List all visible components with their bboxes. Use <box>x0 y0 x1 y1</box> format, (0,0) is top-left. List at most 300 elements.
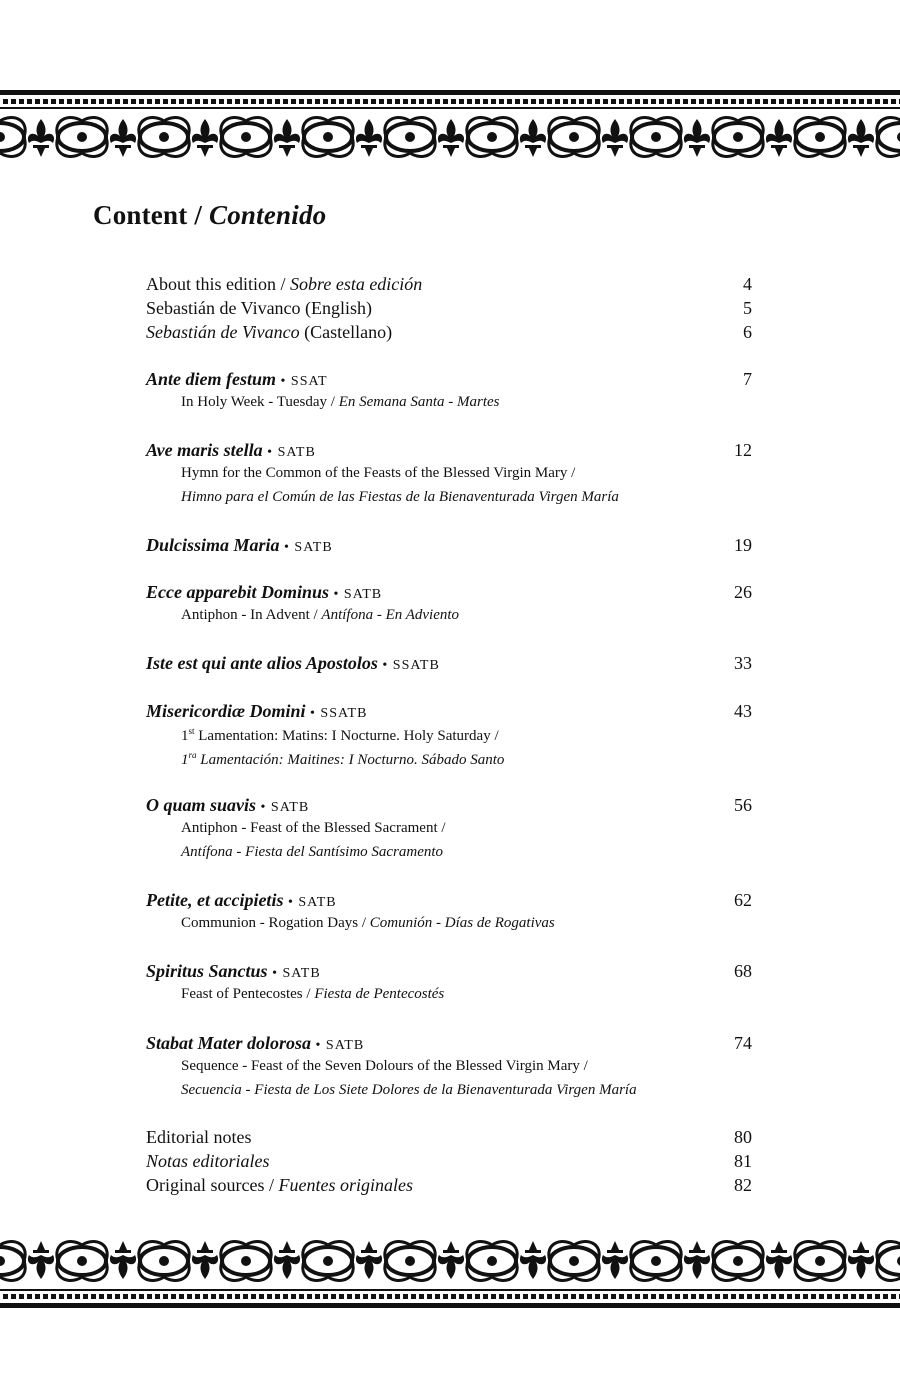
border-dot <box>555 1294 560 1299</box>
work-name: Ave maris stella <box>146 440 263 460</box>
description-english: Antiphon - In Advent / <box>181 607 322 623</box>
description-english: Feast of Pentecostes / <box>181 986 315 1002</box>
border-dot <box>723 99 728 104</box>
border-dot <box>139 1294 144 1299</box>
border-rule <box>0 107 900 109</box>
border-dot <box>843 1294 848 1299</box>
entry-text-en: Original sources / <box>146 1175 279 1195</box>
page-number: 26 <box>734 582 752 602</box>
entry-text-es: Sebastián de Vivanco <box>146 322 300 342</box>
fleur-de-lis-icon <box>848 1241 874 1279</box>
voicing: • SATB <box>256 800 310 815</box>
work-title <box>146 795 309 816</box>
border-dot <box>571 1294 576 1299</box>
border-dot <box>427 99 432 104</box>
border-dot <box>563 1294 568 1299</box>
toc-entry-title <box>146 322 392 343</box>
description-spanish: Antífona - Fiesta del Santísimo Sacramento <box>181 844 444 860</box>
border-dot <box>779 99 784 104</box>
fleur-de-lis-icon <box>28 119 54 157</box>
border-dot <box>835 99 840 104</box>
border-dot <box>75 99 80 104</box>
border-dot <box>227 1294 232 1299</box>
border-dot <box>515 1294 520 1299</box>
page-number: 33 <box>734 653 752 673</box>
work-name: Misericordiæ Domini <box>146 701 306 721</box>
fleur-de-lis-icon <box>520 1241 546 1279</box>
border-dot <box>651 1294 656 1299</box>
border-dot <box>411 99 416 104</box>
border-dot <box>19 1294 24 1299</box>
work-name: O quam suavis <box>146 795 257 815</box>
work-name: Petite, et accipietis <box>146 890 284 910</box>
ornamental-border-top <box>0 90 900 170</box>
ordinal <box>181 752 197 768</box>
work-description <box>181 1082 637 1099</box>
border-dot <box>115 99 120 104</box>
voicing: • SATB <box>267 966 321 981</box>
border-dot <box>467 99 472 104</box>
border-dot <box>187 1294 192 1299</box>
border-dot <box>579 99 584 104</box>
border-dot <box>339 99 344 104</box>
voicing: • SSAT <box>276 374 328 389</box>
border-dot <box>611 99 616 104</box>
border-dot <box>667 99 672 104</box>
border-dot <box>691 1294 696 1299</box>
border-dot <box>707 1294 712 1299</box>
border-dot <box>347 1294 352 1299</box>
border-dot <box>491 1294 496 1299</box>
border-dot <box>387 1294 392 1299</box>
border-dot <box>539 1294 544 1299</box>
border-dot <box>619 99 624 104</box>
border-dot <box>43 1294 48 1299</box>
border-dot <box>435 1294 440 1299</box>
fleur-de-lis-icon <box>110 119 136 157</box>
border-dot <box>355 1294 360 1299</box>
entry-text-en: (Castellano) <box>299 322 393 342</box>
border-dot <box>163 1294 168 1299</box>
border-dot <box>291 99 296 104</box>
border-dot <box>763 99 768 104</box>
damask-motif <box>303 1242 353 1281</box>
ornamental-border-bottom <box>0 1228 900 1308</box>
ordinal-number: 1 <box>181 728 189 744</box>
border-dot <box>211 99 216 104</box>
border-dot <box>3 99 8 104</box>
border-dot <box>819 99 824 104</box>
border-dot <box>443 99 448 104</box>
work-name: Stabat Mater dolorosa <box>146 1033 312 1053</box>
border-dot <box>547 1294 552 1299</box>
work-description <box>181 844 443 861</box>
border-dot <box>203 99 208 104</box>
border-dot <box>147 1294 152 1299</box>
page-number: 19 <box>734 535 752 555</box>
work-description <box>181 465 575 482</box>
description-english: Sequence - Feast of the Seven Dolours of the Blessed Virgin Mary / <box>181 1058 588 1074</box>
border-dot <box>355 99 360 104</box>
border-dot <box>507 99 512 104</box>
voicing: • SATB <box>311 1038 365 1053</box>
border-dot <box>35 99 40 104</box>
work-description <box>181 726 499 745</box>
border-dot <box>147 99 152 104</box>
border-dot <box>875 99 880 104</box>
damask-motif <box>221 118 271 157</box>
border-dot <box>531 99 536 104</box>
border-dot <box>675 99 680 104</box>
border-dot <box>619 1294 624 1299</box>
border-dot <box>603 1294 608 1299</box>
work-name: Iste est qui ante alios Apostolos <box>146 653 378 673</box>
fleur-de-lis-icon <box>520 119 546 157</box>
description-spanish: Lamentación: Maitines: I Nocturno. Sábado Santo <box>196 752 505 768</box>
voicing: • SSATB <box>377 658 440 673</box>
border-dot <box>107 99 112 104</box>
entry-text-es: Fuentes originales <box>278 1175 413 1195</box>
border-dot <box>891 1294 896 1299</box>
toc-work-entry[interactable] <box>146 890 752 931</box>
toc-work-entry[interactable] <box>146 701 752 768</box>
title-english: Content <box>93 200 188 230</box>
border-dot <box>667 1294 672 1299</box>
fleur-de-lis-icon <box>356 119 382 157</box>
fleur-de-lis-icon <box>766 119 792 157</box>
border-dot <box>235 1294 240 1299</box>
border-dot <box>627 1294 632 1299</box>
work-description <box>181 915 555 932</box>
border-dot <box>595 1294 600 1299</box>
border-dot <box>123 99 128 104</box>
border-dot <box>195 99 200 104</box>
border-dot <box>731 1294 736 1299</box>
work-title <box>146 1033 364 1054</box>
border-dot <box>443 1294 448 1299</box>
border-dot <box>723 1294 728 1299</box>
border-dot <box>883 1294 888 1299</box>
entry-text-en: Editorial notes <box>146 1127 252 1147</box>
border-rule <box>0 1289 900 1291</box>
border-dot <box>659 99 664 104</box>
toc-work-entry[interactable] <box>146 1033 752 1098</box>
border-dot <box>203 1294 208 1299</box>
damask-motif <box>0 1242 25 1281</box>
border-dot <box>779 1294 784 1299</box>
border-dot <box>827 99 832 104</box>
fleur-de-lis-icon <box>766 1241 792 1279</box>
damask-motif <box>631 1242 681 1281</box>
work-name: Ante diem festum <box>146 369 276 389</box>
damask-motif <box>467 118 517 157</box>
toc-work-entry[interactable] <box>146 440 752 505</box>
border-dot <box>11 99 16 104</box>
toc-work-entry[interactable] <box>146 653 752 677</box>
entry-text-en: About this edition / <box>146 274 290 294</box>
border-dot <box>259 1294 264 1299</box>
border-dot <box>883 99 888 104</box>
border-dot <box>691 99 696 104</box>
border-dot <box>859 99 864 104</box>
border-dot <box>459 1294 464 1299</box>
border-dot <box>131 99 136 104</box>
border-dot <box>579 1294 584 1299</box>
border-dot <box>67 1294 72 1299</box>
toc-row[interactable] <box>146 1127 752 1151</box>
border-dot <box>651 99 656 104</box>
border-dot <box>755 1294 760 1299</box>
border-dot <box>155 1294 160 1299</box>
title-spanish: Contenido <box>209 200 327 230</box>
toc-row[interactable] <box>146 298 752 322</box>
work-title <box>146 653 440 674</box>
description-spanish: Secuencia - Fiesta de Los Siete Dolores de la Bienaventurada Virgen María <box>181 1082 637 1098</box>
fleur-de-lis-icon <box>438 119 464 157</box>
damask-motif <box>713 118 763 157</box>
toc-entry-title <box>146 1175 413 1196</box>
border-rule <box>0 1303 900 1308</box>
border-dot <box>491 99 496 104</box>
border-dot <box>771 1294 776 1299</box>
border-dot <box>675 1294 680 1299</box>
border-dot <box>227 99 232 104</box>
border-dot <box>387 99 392 104</box>
border-dot <box>331 1294 336 1299</box>
border-dot <box>811 1294 816 1299</box>
border-dot <box>771 99 776 104</box>
border-dot <box>715 1294 720 1299</box>
border-dot <box>747 99 752 104</box>
border-dot <box>267 99 272 104</box>
border-dot <box>483 99 488 104</box>
border-dot <box>523 99 528 104</box>
page-number: 12 <box>734 440 752 460</box>
toc-work-entry[interactable] <box>146 795 752 860</box>
border-dot <box>803 99 808 104</box>
border-dot <box>299 99 304 104</box>
toc-entry-title <box>146 298 372 319</box>
border-dot <box>411 1294 416 1299</box>
border-dot <box>699 99 704 104</box>
border-dot <box>627 99 632 104</box>
border-dot <box>3 1294 8 1299</box>
work-title <box>146 701 367 722</box>
border-dot <box>379 1294 384 1299</box>
border-dot <box>331 99 336 104</box>
page-number: 6 <box>743 322 752 342</box>
ordinal <box>181 728 195 744</box>
toc-row[interactable] <box>146 1151 752 1175</box>
border-dot <box>475 1294 480 1299</box>
work-name: Spiritus Sanctus <box>146 961 268 981</box>
description-spanish: Himno para el Común de las Fiestas de la Bienaventurada Virgen María <box>181 489 619 505</box>
border-dot <box>395 99 400 104</box>
border-dot <box>739 99 744 104</box>
description-english: Communion - Rogation Days / <box>181 915 370 931</box>
page-number: 68 <box>734 961 752 981</box>
border-dot <box>83 99 88 104</box>
work-description <box>181 607 459 624</box>
damask-motif <box>795 1242 845 1281</box>
entry-text-es: Sobre esta edición <box>290 274 423 294</box>
border-dot <box>171 99 176 104</box>
toc-work-entry[interactable] <box>146 369 752 410</box>
border-dot <box>51 99 56 104</box>
toc-row[interactable] <box>146 274 752 298</box>
work-description <box>181 489 619 506</box>
fleur-de-lis-icon <box>602 119 628 157</box>
toc-entry-title <box>146 1151 270 1172</box>
border-dot <box>179 99 184 104</box>
border-dot <box>363 99 368 104</box>
page-number: 56 <box>734 795 752 815</box>
voicing: • SATB <box>283 895 337 910</box>
work-title <box>146 890 337 911</box>
border-dot <box>171 1294 176 1299</box>
toc-entry-title <box>146 274 422 295</box>
border-dot <box>283 99 288 104</box>
description-english: Antiphon - Feast of the Blessed Sacrament / <box>181 820 446 836</box>
work-title <box>146 535 333 556</box>
border-dot <box>371 1294 376 1299</box>
border-dot <box>699 1294 704 1299</box>
border-dot <box>339 1294 344 1299</box>
border-dot <box>827 1294 832 1299</box>
page-number: 81 <box>734 1151 752 1171</box>
page-number: 43 <box>734 701 752 721</box>
border-dot <box>43 99 48 104</box>
toc-row[interactable] <box>146 322 752 346</box>
border-dot <box>587 99 592 104</box>
border-dot <box>547 99 552 104</box>
border-dot <box>251 1294 256 1299</box>
border-dot <box>819 1294 824 1299</box>
border-dot <box>179 1294 184 1299</box>
border-dot <box>467 1294 472 1299</box>
border-dot <box>307 1294 312 1299</box>
voicing: • SATB <box>329 587 383 602</box>
work-description <box>181 986 444 1003</box>
border-dot <box>427 1294 432 1299</box>
border-dot <box>851 1294 856 1299</box>
border-dot <box>19 99 24 104</box>
border-dot <box>59 99 64 104</box>
border-dot <box>739 1294 744 1299</box>
damask-motif <box>549 1242 599 1281</box>
border-dot <box>251 99 256 104</box>
border-dot <box>99 99 104 104</box>
border-dot <box>219 1294 224 1299</box>
damask-motif <box>385 118 435 157</box>
border-dot <box>755 99 760 104</box>
border-dot <box>811 99 816 104</box>
entry-text-en: Sebastián de Vivanco (English) <box>146 298 373 318</box>
description-spanish: En Semana Santa - Martes <box>338 394 500 410</box>
description-english: In Holy Week - Tuesday / <box>181 394 339 410</box>
border-dot <box>219 99 224 104</box>
border-dot <box>419 99 424 104</box>
border-dot <box>451 1294 456 1299</box>
border-dot <box>123 1294 128 1299</box>
border-dot <box>139 99 144 104</box>
entry-text-es: Notas editoriales <box>146 1151 270 1171</box>
border-dot <box>731 99 736 104</box>
page-number: 80 <box>734 1127 752 1147</box>
border-dot <box>683 99 688 104</box>
border-dot <box>603 99 608 104</box>
damask-motif <box>795 118 845 157</box>
damask-motif <box>0 118 25 157</box>
border-rule <box>0 90 900 95</box>
border-dot <box>571 99 576 104</box>
toc-work-entry[interactable] <box>146 582 752 623</box>
damask-motif <box>385 1242 435 1281</box>
border-dot <box>371 99 376 104</box>
border-dot <box>483 1294 488 1299</box>
fleur-de-lis-icon <box>192 1241 218 1279</box>
border-dot <box>187 99 192 104</box>
border-dot <box>107 1294 112 1299</box>
border-dot <box>243 1294 248 1299</box>
description-spanish: Comunión - Días de Rogativas <box>369 915 555 931</box>
toc-work-entry[interactable] <box>146 961 752 1002</box>
border-dot <box>563 99 568 104</box>
border-dot <box>163 99 168 104</box>
border-dot <box>347 99 352 104</box>
toc-work-entry[interactable] <box>146 535 752 559</box>
border-dot <box>315 99 320 104</box>
border-dot <box>235 99 240 104</box>
border-dot <box>299 1294 304 1299</box>
damask-motif <box>713 1242 763 1281</box>
border-dot <box>211 1294 216 1299</box>
border-dot <box>403 99 408 104</box>
border-dot <box>795 99 800 104</box>
page-number: 7 <box>743 369 752 389</box>
border-dot <box>747 1294 752 1299</box>
border-dot <box>83 1294 88 1299</box>
border-dot <box>803 1294 808 1299</box>
border-dot <box>283 1294 288 1299</box>
description-spanish: Antífona - En Adviento <box>321 607 460 623</box>
fleur-de-lis-icon <box>274 119 300 157</box>
border-dot <box>259 99 264 104</box>
fleur-de-lis-icon <box>684 119 710 157</box>
page-number: 74 <box>734 1033 752 1053</box>
border-dot <box>539 99 544 104</box>
damask-motif <box>467 1242 517 1281</box>
border-dot <box>275 1294 280 1299</box>
ordinal-suffix: st <box>188 726 195 736</box>
fleur-de-lis-icon <box>848 119 874 157</box>
border-dot <box>75 1294 80 1299</box>
page-number: 62 <box>734 890 752 910</box>
border-dot <box>379 99 384 104</box>
page-number: 5 <box>743 298 752 318</box>
page-number: 82 <box>734 1175 752 1195</box>
damask-motif <box>877 118 900 157</box>
border-dot <box>91 99 96 104</box>
border-dot <box>275 99 280 104</box>
border-dot <box>395 1294 400 1299</box>
toc-row[interactable] <box>146 1175 752 1199</box>
border-dot <box>35 1294 40 1299</box>
border-dot <box>875 1294 880 1299</box>
border-dot <box>155 99 160 104</box>
border-dot <box>11 1294 16 1299</box>
toc-entry-title <box>146 1127 251 1148</box>
